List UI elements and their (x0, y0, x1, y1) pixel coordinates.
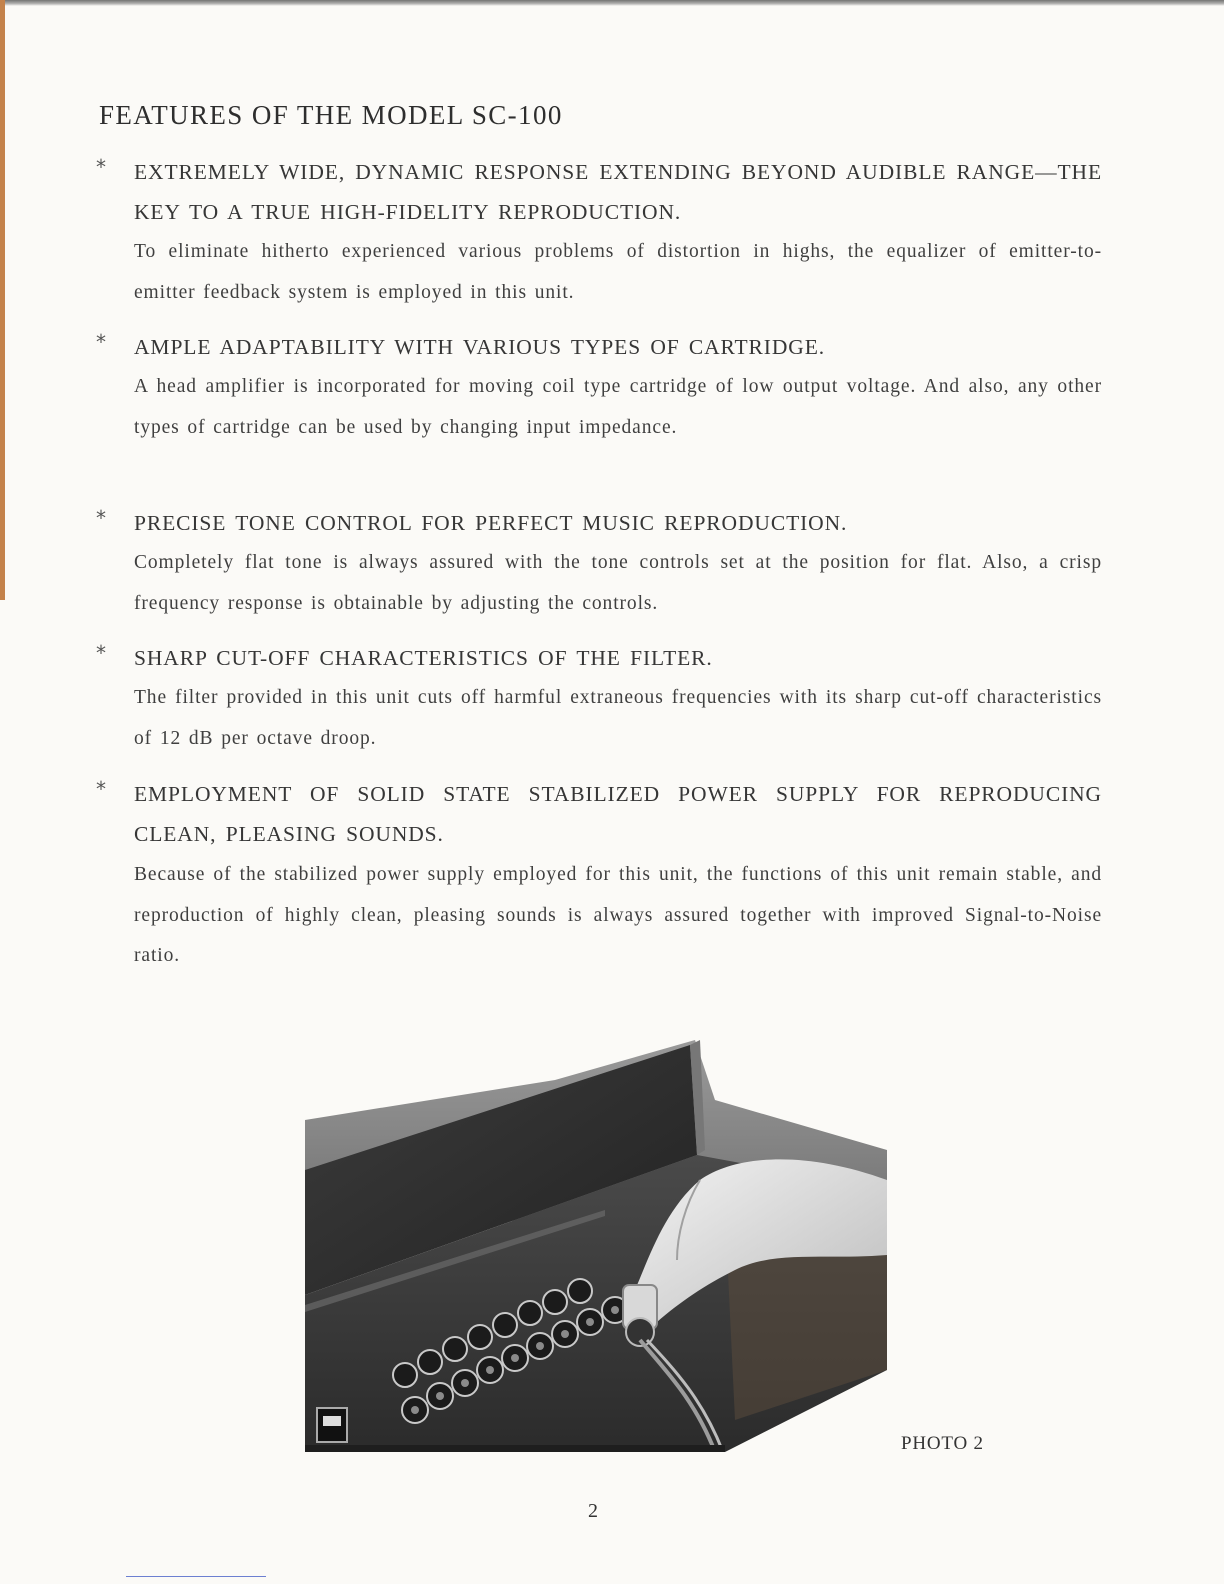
bullet-asterisk-icon: * (96, 777, 106, 801)
feature-body: Completely flat tone is always assured with the tone controls set at the position for flat. Also, a crisp frequency response is obtainable by adjusting the controls. (134, 552, 1102, 614)
feature-body: To eliminate hitherto experienced various problems of distortion in highs, the equalizer of emitter-to-emitter feedback system is employed in this unit. (134, 241, 1102, 303)
bullet-asterisk-icon: * (96, 155, 106, 179)
feature-title: AMPLE ADAPTABILITY WITH VARIOUS TYPES OF CARTRIDGE. (134, 335, 826, 359)
feature-title: EMPLOYMENT OF SOLID STATE STABILIZED POWER SUPPLY FOR REPRODUCING CLEAN, PLEASING SOUNDS. (134, 782, 1102, 846)
binding-edge (0, 0, 5, 600)
bullet-asterisk-icon: * (96, 330, 106, 354)
bottom-edge-line (126, 1576, 266, 1577)
product-photo (305, 1040, 887, 1452)
feature-body: A head amplifier is incorporated for moving coil type cartridge of low output voltage. And also, any other types of cartridge can be used by changing input impedance. (134, 376, 1102, 438)
top-edge-shadow (0, 0, 1224, 6)
feature-title: PRECISE TONE CONTROL FOR PERFECT MUSIC REPRODUCTION. (134, 511, 848, 535)
feature-body: Because of the stabilized power supply employed for this unit, the functions of this unit remain stable, and reproduction of highly clean, pleasing sounds is always assured together with improved Signal-to-Noise ratio. (134, 864, 1102, 966)
feature-title: EXTREMELY WIDE, DYNAMIC RESPONSE EXTENDING BEYOND AUDIBLE RANGE—THE KEY TO A TRUE HIGH-FIDELITY REPRODUCTION. (134, 160, 1102, 224)
page-heading: FEATURES OF THE MODEL SC-100 (99, 100, 563, 130)
feature-body: The filter provided in this unit cuts off harmful extraneous frequencies with its sharp cut-off characteristics of 12 dB per octave droop. (134, 687, 1102, 749)
bullet-asterisk-icon: * (96, 641, 106, 665)
photo-caption: PHOTO 2 (901, 1433, 984, 1454)
bullet-asterisk-icon: * (96, 506, 106, 530)
page-number: 2 (588, 1500, 598, 1522)
feature-title: SHARP CUT-OFF CHARACTERISTICS OF THE FILTER. (134, 646, 713, 670)
